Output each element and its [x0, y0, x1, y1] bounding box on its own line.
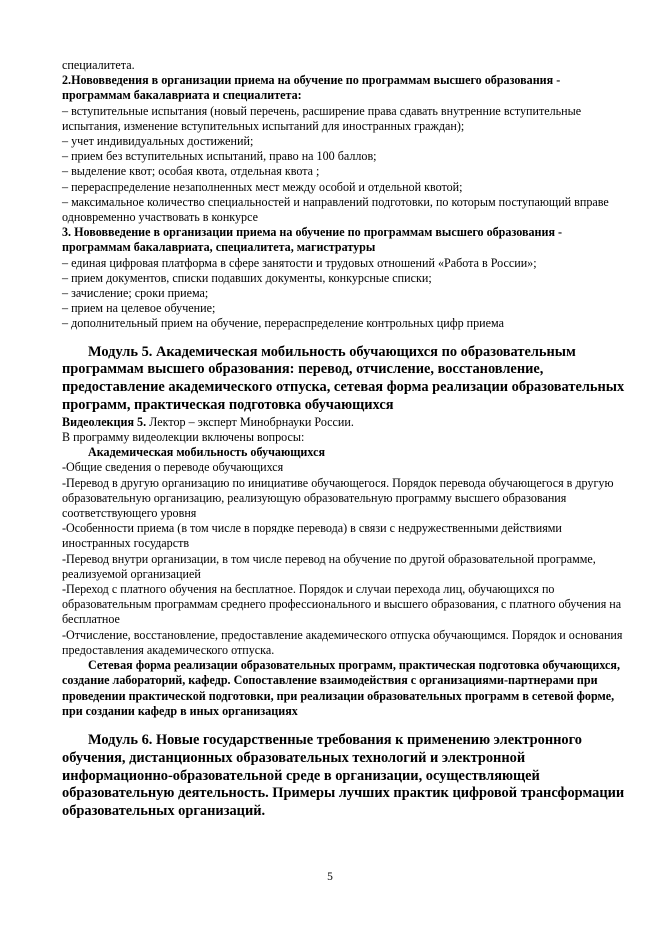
- list-item: – дополнительный прием на обучение, перераспределение контрольных цифр приема: [62, 316, 504, 331]
- section-heading-2: 2.Нововведения в организации приема на обучение по программам высшего образования - программам бакалавриата и специалитета:: [62, 73, 561, 103]
- list-item: – учет индивидуальных достижений;: [62, 134, 254, 149]
- list-item: – зачисление; сроки приема;: [62, 286, 209, 301]
- list-item: – выделение квот; особая квота, отдельная квота ;: [62, 164, 320, 179]
- subheading-network-form: Сетевая форма реализации образовательных программ, практическая подготовка обучающихся, создание лабораторий, кафедр. Сопоставление взаимодействия с организациями-партнерами при проведении практической подготовки, при реализации образовательных программ в сетевой форме, при создании кафедр в иных организациях: [62, 658, 620, 718]
- module-6-title: Модуль 6. Новые государственные требования к применению электронного обучения, дистанционных образовательных технологий и электронной информационно-образовательной среде в организации, осуществляющей образовательную деятельность. Примеры лучших практик цифровой трансформации образовательных организаций.: [62, 731, 625, 820]
- lecture-label: Видеолекция 5.: [62, 414, 147, 429]
- list-item: -Переход с платного обучения на бесплатное. Порядок и случаи перехода лиц, обучающихся по образовательным программам среднего профессионального и высшего образования, с платного обучения на бесплатное: [62, 582, 622, 627]
- list-item: -Общие сведения о переводе обучающихся: [62, 460, 284, 475]
- list-item: -Перевод в другую организацию по инициативе обучающегося. Порядок перевода обучающегося в другую образовательную организацию, реализующую образовательную программу высшего образования соответствующего уровня: [62, 475, 614, 521]
- list-item: -Перевод внутри организации, в том числе перевод на обучение по другой образовательной программе, реализуемой организацией: [62, 551, 596, 581]
- list-item: – перераспределение незаполненных мест между особой и отдельной квотой;: [62, 179, 463, 194]
- list-item: – единая цифровая платформа в сфере занятости и трудовых отношений «Работа в России»;: [62, 255, 537, 270]
- list-item: – прием на целевое обучение;: [62, 301, 216, 316]
- list-item: -Особенности приема (в том числе в порядке перевода) в связи с недружественными действиями иностранных государств: [62, 521, 562, 551]
- list-item: – максимальное количество специальностей и направлений подготовки, по которым поступающий вправе одновременно участвовать в конкурсе: [62, 194, 609, 225]
- lecture-intro: В программу видеолекции включены вопросы:: [62, 430, 305, 445]
- subheading-mobility: Академическая мобильность обучающихся: [88, 445, 325, 460]
- document-page: [62, 58, 627, 821]
- module-5-title: Модуль 5. Академическая мобильность обучающихся по образовательным программам высшего образования: перевод, отчисление, восстановление, предоставление академического отпуска, сетевая форма реализации образовательных программ, практическая подготовка обучающихся: [62, 343, 625, 414]
- text-line: специалитета.: [62, 58, 135, 72]
- lecture-line: [62, 415, 627, 430]
- section-heading-3: 3. Нововведение в организации приема на обучение по программам высшего образования - программам бакалавриата, специалитета, магистратуры: [62, 225, 563, 255]
- page-number: 5: [327, 871, 333, 883]
- list-item: -Отчисление, восстановление, предоставление академического отпуска обучающимся. Порядок и основания предоставления академического отпуска.: [62, 627, 623, 657]
- list-item: – вступительные испытания (новый перечень, расширение права сдавать внутренние вступительные испытания, изменение вступительных испытаний для иностранных граждан);: [62, 103, 582, 133]
- list-item: – прием без вступительных испытаний, право на 100 баллов;: [62, 149, 377, 164]
- lecture-text: Лектор – эксперт Минобрнауки России.: [146, 414, 354, 429]
- list-item: – прием документов, списки подавших документы, конкурсные списки;: [62, 270, 432, 285]
